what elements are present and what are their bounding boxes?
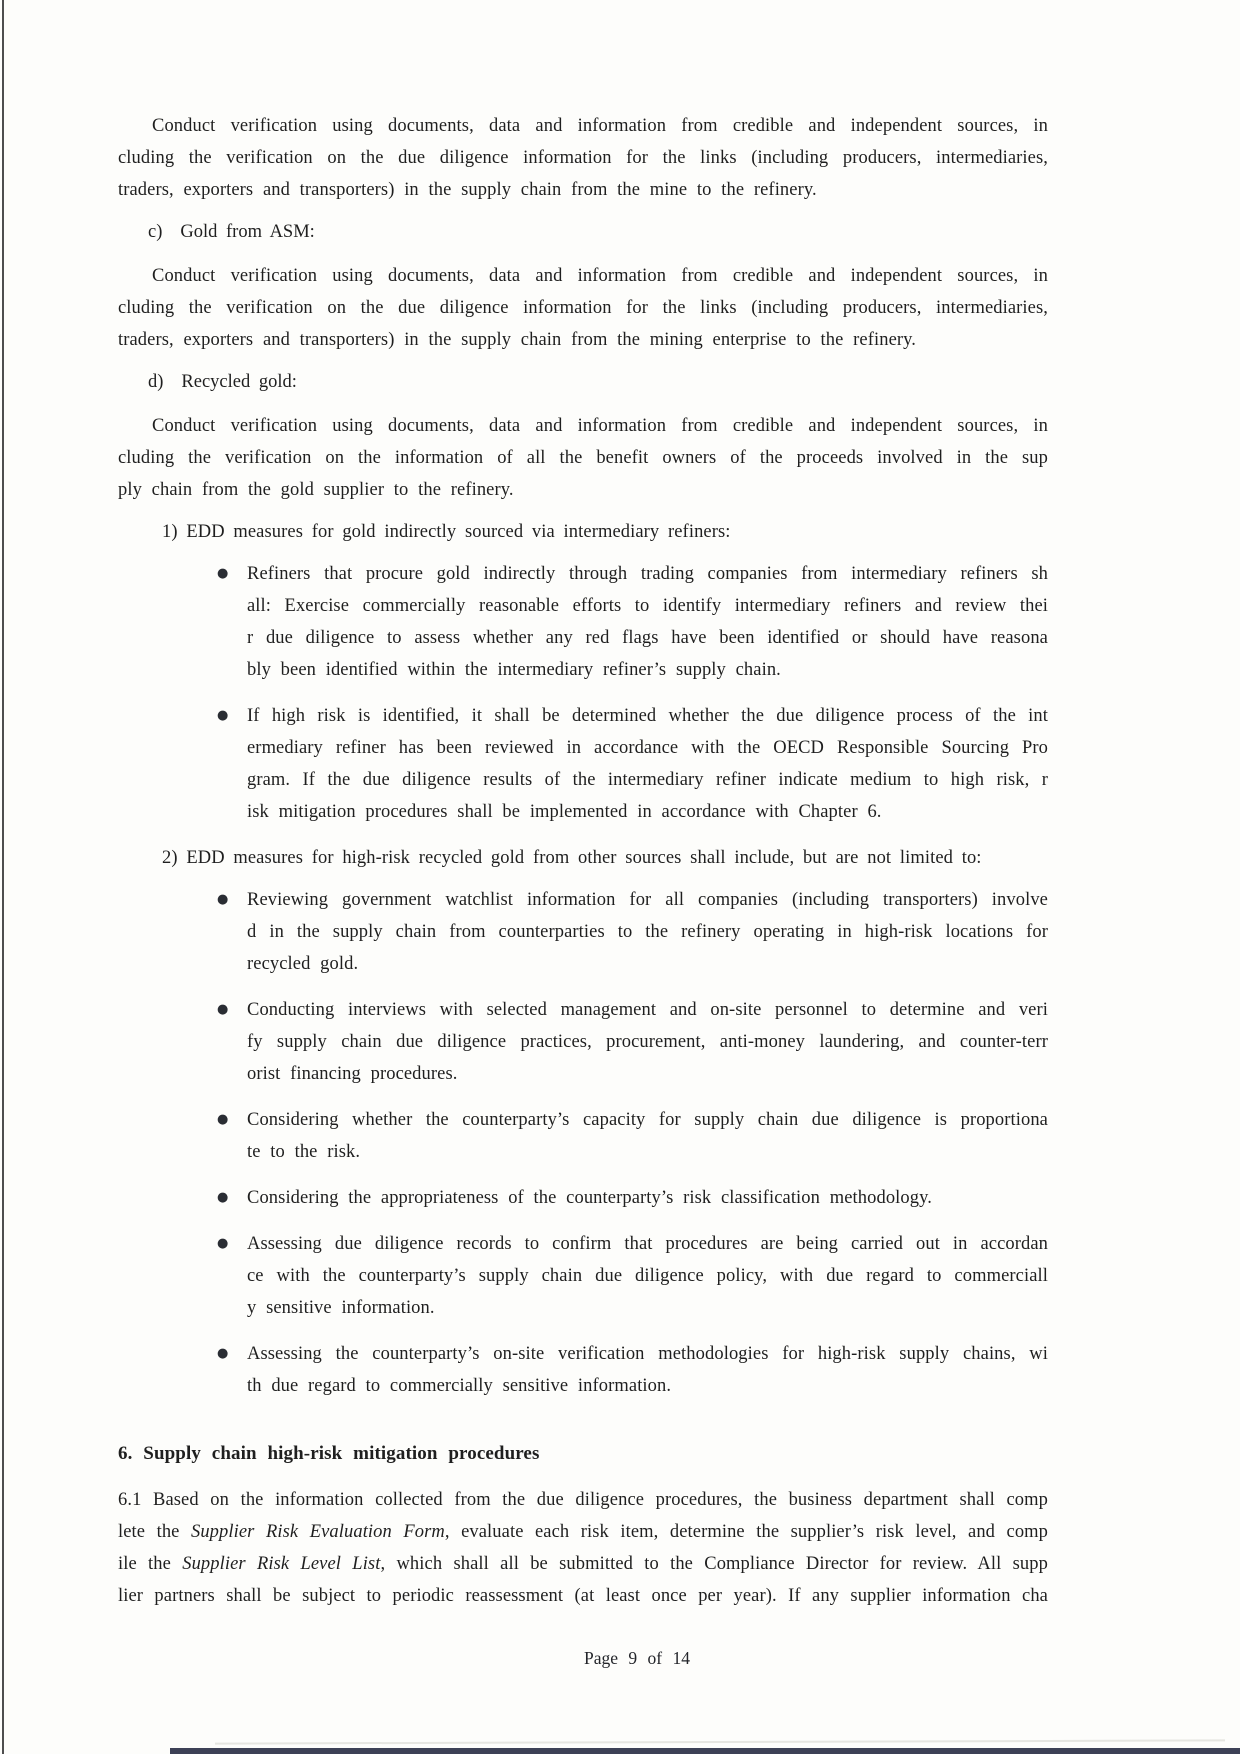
list-item-d-recycled-gold xyxy=(118,366,1048,398)
list-item-label: Recycled gold: xyxy=(181,372,297,392)
bullet-text xyxy=(247,1182,1048,1214)
paragraph-recycled-gold-verification xyxy=(118,410,1048,506)
numbered-subitem-1-edd-intermediary: 1) EDD measures for gold indirectly sourced via intermediary refiners: xyxy=(162,522,731,542)
text-line: 6.1 Based on the information collected from the due diligence procedures, the business department shall comp xyxy=(118,1490,1048,1510)
text-segment: , which shall all be submitted to the Compliance Director for review. All supp xyxy=(380,1554,1048,1574)
bullet-icon: ● xyxy=(217,1190,229,1205)
text-line: cluding the verification on the due diligence information for the links (including producers, intermediaries, xyxy=(118,298,1048,318)
text-line: Conduct verification using documents, data and information from credible and independent sources, in xyxy=(152,416,1048,436)
text-line: Conduct verification using documents, data and information from credible and independent sources, in xyxy=(152,266,1048,286)
text-line: Conduct verification using documents, data and information from credible and independent sources, in xyxy=(152,116,1048,136)
bullet-item-watchlist-review xyxy=(118,884,1048,980)
bullet-icon: ● xyxy=(217,1002,229,1017)
text-line: lier partners shall be subject to periodic reassessment (at least once per year). If any supplier information cha xyxy=(118,1586,1048,1606)
text-line: te to the risk. xyxy=(247,1142,361,1162)
scan-bottom-bar xyxy=(170,1748,1240,1754)
text-line: cluding the verification on the due diligence information for the links (including producers, intermediaries, xyxy=(118,148,1048,168)
bullet-text xyxy=(247,994,1048,1090)
scan-left-edge-line xyxy=(2,0,4,1754)
text-line: traders, exporters and transporters) in the supply chain from the mine to the refinery. xyxy=(118,180,817,200)
bullet-icon: ● xyxy=(217,1346,229,1361)
document-body xyxy=(118,110,1048,1622)
bullet-icon: ● xyxy=(217,1236,229,1251)
scan-artifact-line xyxy=(215,1739,1225,1744)
bullet-text xyxy=(247,558,1048,686)
paragraph-mined-gold-verification xyxy=(118,110,1048,206)
bullet-text xyxy=(247,1104,1048,1168)
text-line: traders, exporters and transporters) in the supply chain from the mining enterprise to the refinery. xyxy=(118,330,917,350)
text-line: Reviewing government watchlist information for all companies (including transporters) involve xyxy=(247,890,1048,910)
bullet-icon: ● xyxy=(217,1112,229,1127)
text-line: recycled gold. xyxy=(247,954,359,974)
text-segment: lete the xyxy=(118,1522,191,1542)
bullet-text xyxy=(247,700,1048,828)
text-line: all: Exercise commercially reasonable efforts to identify intermediary refiners and review thei xyxy=(247,596,1048,616)
text-line: Assessing the counterparty’s on-site verification methodologies for high-risk supply chains, wi xyxy=(247,1344,1048,1364)
bullet-text xyxy=(247,884,1048,980)
text-line: gram. If the due diligence results of the intermediary refiner indicate medium to high risk, r xyxy=(247,770,1048,790)
section-6-heading: 6. Supply chain high-risk mitigation procedures xyxy=(118,1443,540,1464)
text-line: Considering the appropriateness of the counterparty’s risk classification methodology. xyxy=(247,1188,932,1208)
paragraph-6-1 xyxy=(118,1484,1048,1612)
text-line: d in the supply chain from counterparties to the refinery operating in high-risk locations for xyxy=(247,922,1048,942)
bullet-item-interviews xyxy=(118,994,1048,1090)
text-line xyxy=(118,1548,1048,1580)
italic-list-name: Supplier Risk Level List xyxy=(182,1554,381,1574)
bullet-item-refiners-procure xyxy=(118,558,1048,686)
text-line: th due regard to commercially sensitive information. xyxy=(247,1376,672,1396)
list-item-c-gold-from-asm xyxy=(118,216,1048,248)
text-line: ce with the counterparty’s supply chain due diligence policy, with due regard to commerciall xyxy=(247,1266,1048,1286)
text-segment: , evaluate each risk item, determine the supplier’s risk level, and comp xyxy=(444,1522,1049,1542)
bullet-item-high-risk-identified xyxy=(118,700,1048,828)
text-line: If high risk is identified, it shall be determined whether the due diligence process of the int xyxy=(247,706,1048,726)
bullet-icon: ● xyxy=(217,566,229,581)
text-line: r due diligence to assess whether any red flags have been identified or should have reasona xyxy=(247,628,1048,648)
text-line: fy supply chain due diligence practices, procurement, anti-money laundering, and counter-terr xyxy=(247,1032,1048,1052)
text-line: ermediary refiner has been reviewed in accordance with the OECD Responsible Sourcing Pro xyxy=(247,738,1048,758)
list-marker-c: c) xyxy=(148,222,163,242)
text-line: orist financing procedures. xyxy=(247,1064,458,1084)
list-marker-d: d) xyxy=(148,372,164,392)
bullet-text xyxy=(247,1228,1048,1324)
page-footer: Page 9 of 14 xyxy=(584,1648,690,1668)
numbered-subitem-2-edd-recycled: 2) EDD measures for high-risk recycled gold from other sources shall include, but are not limited to: xyxy=(162,848,982,868)
text-line: isk mitigation procedures shall be implemented in accordance with Chapter 6. xyxy=(247,802,882,822)
text-line: ply chain from the gold supplier to the refinery. xyxy=(118,480,514,500)
text-line: Conducting interviews with selected management and on-site personnel to determine and veri xyxy=(247,1000,1048,1020)
text-line: cluding the verification on the information of all the benefit owners of the proceeds involved in the sup xyxy=(118,448,1048,468)
text-line: y sensitive information. xyxy=(247,1298,435,1318)
text-segment: ile the xyxy=(118,1554,183,1574)
italic-form-name: Supplier Risk Evaluation Form xyxy=(190,1522,445,1542)
bullet-item-risk-classification xyxy=(118,1182,1048,1214)
bullet-text xyxy=(247,1338,1048,1402)
text-line: Considering whether the counterparty’s capacity for supply chain due diligence is proportiona xyxy=(247,1110,1048,1130)
text-line: Assessing due diligence records to confirm that procedures are being carried out in accordan xyxy=(247,1234,1048,1254)
bullet-icon: ● xyxy=(217,892,229,907)
text-line xyxy=(118,1516,1048,1548)
text-line: Refiners that procure gold indirectly through trading companies from intermediary refiners sh xyxy=(247,564,1048,584)
text-line: bly been identified within the intermediary refiner’s supply chain. xyxy=(247,660,781,680)
list-item-label: Gold from ASM: xyxy=(180,222,315,242)
bullet-icon: ● xyxy=(217,708,229,723)
paragraph-asm-gold-verification xyxy=(118,260,1048,356)
bullet-item-due-diligence-records xyxy=(118,1228,1048,1324)
bullet-item-counterparty-capacity xyxy=(118,1104,1048,1168)
bullet-item-onsite-verification xyxy=(118,1338,1048,1402)
